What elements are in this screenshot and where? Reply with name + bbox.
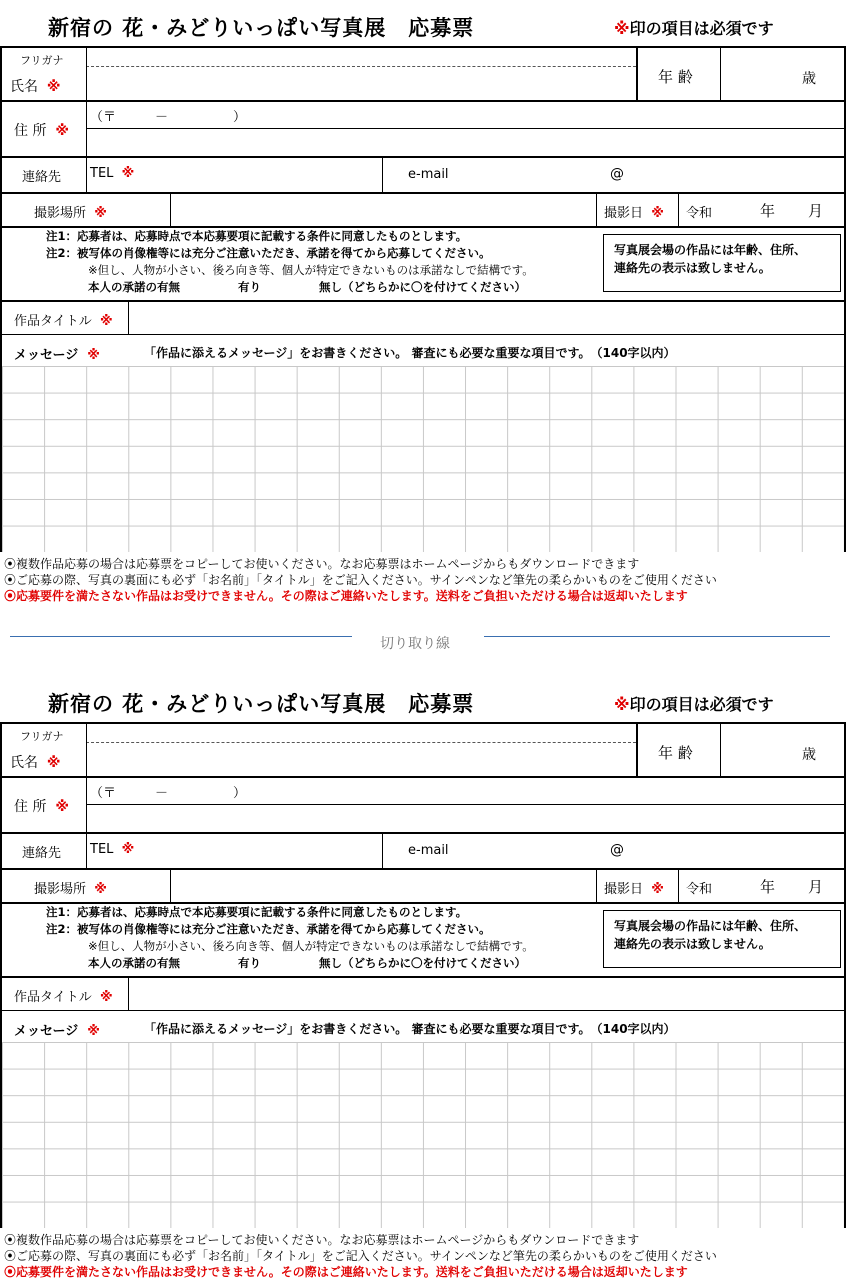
age-unit: 歳: [802, 747, 816, 763]
info-box: 写真展会場の作品には年齢、住所、 連絡先の表示は致しません。: [603, 910, 841, 968]
form-table: [0, 46, 846, 552]
work-title-input[interactable]: [130, 302, 842, 332]
age-label: 年 齢: [658, 68, 693, 86]
email-field[interactable]: e-mail: [408, 167, 449, 182]
consent-row: [88, 279, 526, 296]
message-instruction: 「作品に添えるメッセージ」をお書きください。 審査にも必要な重要な項目です。 （140字以内）: [144, 346, 676, 360]
year-label[interactable]: 年: [760, 878, 776, 896]
address-input[interactable]: [88, 806, 842, 830]
furigana-input[interactable]: [88, 726, 634, 740]
message-label: メッセージ ※: [14, 348, 100, 363]
form-title: 新宿の 花・みどりいっぱい写真展 応募票: [48, 16, 475, 40]
name-label: 氏名 ※: [10, 79, 61, 95]
footer-note-1: ⦿複数作品応募の場合は応募票をコピーしてお使いください。なお応募票はホームページからもダウンロードできます: [4, 557, 640, 571]
footer-note-2: ⦿ご応募の際、写真の裏面にも必ず「お名前」「タイトル」をご記入ください。サインペンなど筆先の柔らかいものをご使用ください: [4, 573, 717, 587]
message-grid[interactable]: [2, 1042, 844, 1228]
note-3: ※但し、人物が小さい、後ろ向き等、個人が特定できないものは承諾なしで結構です。: [88, 263, 534, 277]
note-3: ※但し、人物が小さい、後ろ向き等、個人が特定できないものは承諾なしで結構です。: [88, 939, 534, 953]
postal-code-field[interactable]: （〒 － ）: [90, 110, 247, 125]
address-label: 住 所 ※: [14, 123, 69, 139]
furigana-label: フリガナ: [20, 54, 64, 67]
required-mark: ※: [614, 19, 630, 38]
name-input[interactable]: [88, 70, 634, 96]
consent-label: 本人の承諾の有無: [88, 956, 180, 970]
tel-field[interactable]: TEL ※: [90, 166, 135, 181]
work-title-input[interactable]: [130, 978, 842, 1008]
postal-code-field[interactable]: （〒 － ）: [90, 786, 247, 801]
age-unit: 歳: [802, 71, 816, 87]
note-2: 注2：被写体の肖像権等には充分ご注意いただき、承諾を得てから応募してください。: [46, 922, 491, 936]
email-field[interactable]: e-mail: [408, 843, 449, 858]
era-label: 令和: [686, 206, 713, 221]
furigana-input[interactable]: [88, 50, 634, 64]
contact-label: 連絡先: [22, 170, 62, 185]
footer-note-3: ⦿応募要件を満たさない作品はお受けできません。その際はご連絡いたします。送料をご負担いただける場合は返却いたします: [4, 589, 688, 603]
required-note: ※印の項目は必須です: [614, 19, 774, 38]
month-label[interactable]: 月: [808, 202, 824, 220]
consent-label: 本人の承諾の有無: [88, 280, 180, 294]
date-label: 撮影日 ※: [604, 206, 664, 221]
address-input[interactable]: [88, 130, 842, 154]
cut-line-left: [10, 636, 352, 637]
consent-no-option[interactable]: 無し（どちらかに〇を付けてください）: [319, 280, 527, 294]
date-label: 撮影日 ※: [604, 882, 664, 897]
year-label[interactable]: 年: [760, 202, 776, 220]
location-label: 撮影場所 ※: [34, 882, 107, 897]
name-label: 氏名 ※: [10, 755, 61, 771]
cut-line-right: [484, 636, 830, 637]
consent-row: [88, 955, 526, 972]
address-label: 住 所 ※: [14, 799, 69, 815]
consent-yes-option[interactable]: 有り: [238, 280, 262, 294]
footer-note-1: ⦿複数作品応募の場合は応募票をコピーしてお使いください。なお応募票はホームページからもダウンロードできます: [4, 1233, 640, 1247]
work-title-label: 作品タイトル ※: [14, 990, 113, 1005]
consent-no-option[interactable]: 無し（どちらかに〇を付けてください）: [319, 956, 527, 970]
info-box: 写真展会場の作品には年齢、住所、 連絡先の表示は致しません。: [603, 234, 841, 292]
form-title: 新宿の 花・みどりいっぱい写真展 応募票: [48, 692, 475, 716]
name-input[interactable]: [88, 746, 634, 772]
consent-yes-option[interactable]: 有り: [238, 956, 262, 970]
age-label: 年 齢: [658, 744, 693, 762]
required-mark: ※: [614, 695, 630, 714]
contact-label: 連絡先: [22, 846, 62, 861]
cut-line-label: 切り取り線: [380, 636, 450, 652]
required-note: ※印の項目は必須です: [614, 695, 774, 714]
at-mark: @: [610, 842, 624, 858]
entry-form-top: [0, 0, 848, 604]
note-2: 注2：被写体の肖像権等には充分ご注意いただき、承諾を得てから応募してください。: [46, 246, 491, 260]
entry-form-bottom: [0, 676, 848, 1280]
form-table: [0, 722, 846, 1228]
note-1: 注1：応募者は、応募時点で本応募要項に記載する条件に同意したものとします。: [46, 905, 468, 919]
location-input[interactable]: [172, 194, 594, 224]
age-input[interactable]: [724, 728, 794, 772]
message-label: メッセージ ※: [14, 1024, 100, 1039]
message-grid[interactable]: [2, 366, 844, 552]
work-title-label: 作品タイトル ※: [14, 314, 113, 329]
message-instruction: 「作品に添えるメッセージ」をお書きください。 審査にも必要な重要な項目です。 （140字以内）: [144, 1022, 676, 1036]
tel-field[interactable]: TEL ※: [90, 842, 135, 857]
furigana-label: フリガナ: [20, 730, 64, 743]
note-1: 注1：応募者は、応募時点で本応募要項に記載する条件に同意したものとします。: [46, 229, 468, 243]
location-label: 撮影場所 ※: [34, 206, 107, 221]
era-label: 令和: [686, 882, 713, 897]
footer-note-3: ⦿応募要件を満たさない作品はお受けできません。その際はご連絡いたします。送料をご負担いただける場合は返却いたします: [4, 1265, 688, 1279]
location-input[interactable]: [172, 870, 594, 900]
month-label[interactable]: 月: [808, 878, 824, 896]
at-mark: @: [610, 166, 624, 182]
age-input[interactable]: [724, 52, 794, 96]
footer-note-2: ⦿ご応募の際、写真の裏面にも必ず「お名前」「タイトル」をご記入ください。サインペンなど筆先の柔らかいものをご使用ください: [4, 1249, 717, 1263]
